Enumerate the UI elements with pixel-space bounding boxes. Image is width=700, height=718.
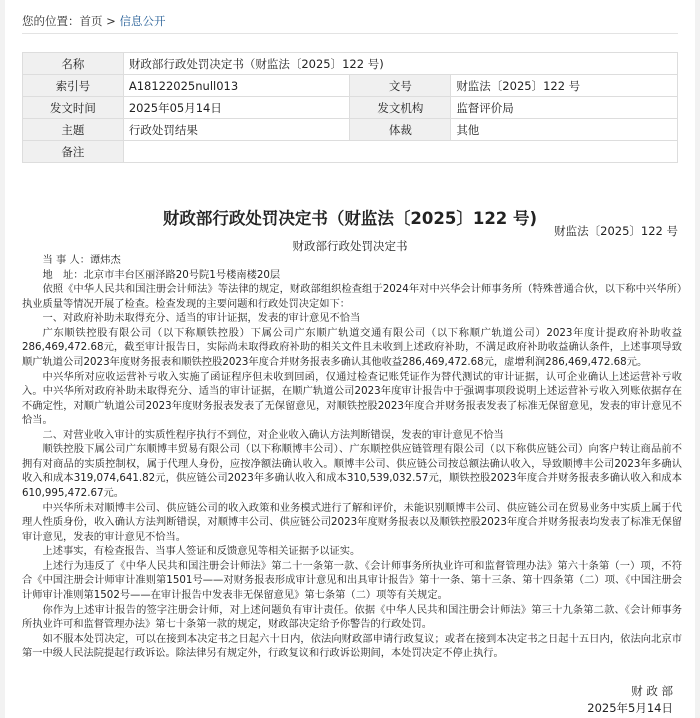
table-row <box>23 141 677 162</box>
table-row <box>23 119 677 140</box>
paragraph: 上述行为违反了《中华人民共和国注册会计师法》第二十一条第一款、《会计师事务所执业许可和监督管理办法》第六十条第（一）项，不符合《中国注册会计师审计准则第1501号——对财务报表形成审计意见和出具审计报告》第十一条、第十三条、第十四条第（二）项、《中国注册会计师审计准则第1502号——在审计报告中发表非无保留意见》第七条第（二）项等有关规定。 <box>22 559 682 601</box>
paragraph: 一、对政府补助未取得充分、适当的审计证据，发表的审计意见不恰当 <box>42 312 361 325</box>
topic-label: 主题 <box>23 119 123 140</box>
index-value: A18122025null013 <box>124 75 350 96</box>
name-label: 名称 <box>23 53 123 74</box>
document-number: 财监法〔2025〕122 号 <box>554 224 678 238</box>
divider <box>22 33 678 34</box>
paragraph: 二、对营业收入审计的实质性程序执行不到位，对企业收入确认方法判断错误，发表的审计意见不恰当 <box>42 428 504 441</box>
signature-block <box>587 683 673 717</box>
paragraph: 广东顺铁控股有限公司（以下称顺铁控股）下属公司广东顺广轨道交通有限公司（以下称顺广轨道公司）2023年度计提政府补助收益286,469,472.68元，截至审计报告日，实际尚未取得政府补助的相关文件且未收到上述政府补助，不满足政府补助收益确认条件，上述事项导致顺广轨道公司2023年度财务报表和顺铁控股2023年度合并财务报表多确认其他收益286,469,472.68元，虚增利润286,469,472.68元。 <box>22 326 682 368</box>
docno-value: 财监法〔2025〕122 号 <box>451 75 677 96</box>
breadcrumb-current-link[interactable]: 信息公开 <box>119 14 166 28</box>
sign-date: 2025年5月14日 <box>587 701 673 715</box>
table-row <box>23 97 677 118</box>
document-subtitle: 财政部行政处罚决定书 <box>292 239 408 253</box>
org-value: 监督评价局 <box>451 97 677 118</box>
table-row <box>23 53 677 74</box>
breadcrumb-home-link[interactable]: 首页 <box>79 14 103 28</box>
index-label: 索引号 <box>23 75 123 96</box>
remark-label: 备注 <box>23 141 123 162</box>
metadata-table <box>22 52 678 163</box>
docno-label: 文号 <box>350 75 450 96</box>
remark-value <box>124 141 677 162</box>
paragraph: 中兴华所对应收运营补亏收入实施了函证程序但未收到回函，仅通过检查记账凭证作为替代测试的审计证据，认可企业确认上述运营补亏收入。中兴华所对政府补助未取得充分、适当的审计证据，在顺广轨道公司2023年度审计报告中于强调事项段说明上述运营补亏收入列账依据存在不确定性，对顺广轨道公司2023年度财务报表发表了无保留意见，对顺铁控股2023年度合并财务报表发表了标准无保留意见，发表的审计意见不恰当。 <box>22 370 682 427</box>
topic-value: 行政处罚结果 <box>124 119 350 140</box>
date-label: 发文时间 <box>23 97 123 118</box>
document-body <box>22 253 682 661</box>
paragraph: 当 事 人：谭炜杰 <box>42 254 121 266</box>
breadcrumb <box>22 13 165 29</box>
paragraph: 上述事实，有检查报告、当事人签证和反馈意见等相关证据予以证实。 <box>42 545 361 558</box>
document-title: 财政部行政处罚决定书（财监法〔2025〕122 号) <box>162 209 538 228</box>
paragraph: 依照《中华人民共和国注册会计师法》等法律的规定，财政部组织检查组于2024年对中兴华会计师事务所（特殊普通合伙，以下称中兴华所）执业质量等情况开展了检查。检查发现的主要问题和行政处罚决定如下： <box>22 283 682 310</box>
name-value: 财政部行政处罚决定书（财监法〔2025〕122 号) <box>124 53 677 74</box>
breadcrumb-separator: > <box>106 14 116 28</box>
genre-value: 其他 <box>451 119 677 140</box>
date-value: 2025年05月14日 <box>124 97 350 118</box>
org-label: 发文机构 <box>350 97 450 118</box>
genre-label: 体裁 <box>350 119 450 140</box>
breadcrumb-label: 您的位置： <box>22 14 80 28</box>
paragraph: 如不服本处罚决定，可以在接到本决定书之日起六十日内，依法向财政部申请行政复议；或者在接到本决定书之日起十五日内，依法向北京市第一中级人民法院提起行政诉讼。除法律另有规定外，行政复议和行政诉讼期间，本处罚决定不停止执行。 <box>22 632 682 660</box>
paragraph: 地 址：北京市丰台区丽泽路20号院1号楼南楼20层 <box>42 268 281 281</box>
paragraph: 顺铁控股下属公司广东顺博丰贸易有限公司（以下称顺博丰公司）、广东顺控供应链管理有限公司（以下称供应链公司）向客户转让商品前不拥有对商品的实质控制权，属于代理人身份，应按净额法确认收入。顺博丰公司、供应链公司按总额法确认收入，导致顺博丰公司2023年多确认收入和成本319,074,641.82元，供应链公司2023年多确认收入和成本310,539,032.57元，顺铁控股2023年度合并财务报表多确认收入和成本610,995,472.67元。 <box>22 443 682 499</box>
paragraph: 你作为上述审计报告的签字注册会计师，对上述问题负有审计责任。依据《中华人民共和国注册会计师法》第三十九条第二款、《会计师事务所执业许可和监督管理办法》第七十条第一款的规定，财政部决定给予你警告的行政处罚。 <box>22 603 682 631</box>
paragraph: 中兴华所未对顺博丰公司、供应链公司的收入政策和业务模式进行了解和评价，未能识别顺博丰公司、供应链公司在贸易业务中实质上属于代理人性质身份，收入确认方法判断错误，对顺博丰公司、供应链公司2023年度财务报表以及顺铁控股2023年度合并财务报表均发表了标准无保留审计意见，发表的审计意见不恰当。 <box>22 501 682 543</box>
page <box>5 0 695 718</box>
signer: 财 政 部 <box>631 684 673 698</box>
table-row <box>23 75 677 96</box>
